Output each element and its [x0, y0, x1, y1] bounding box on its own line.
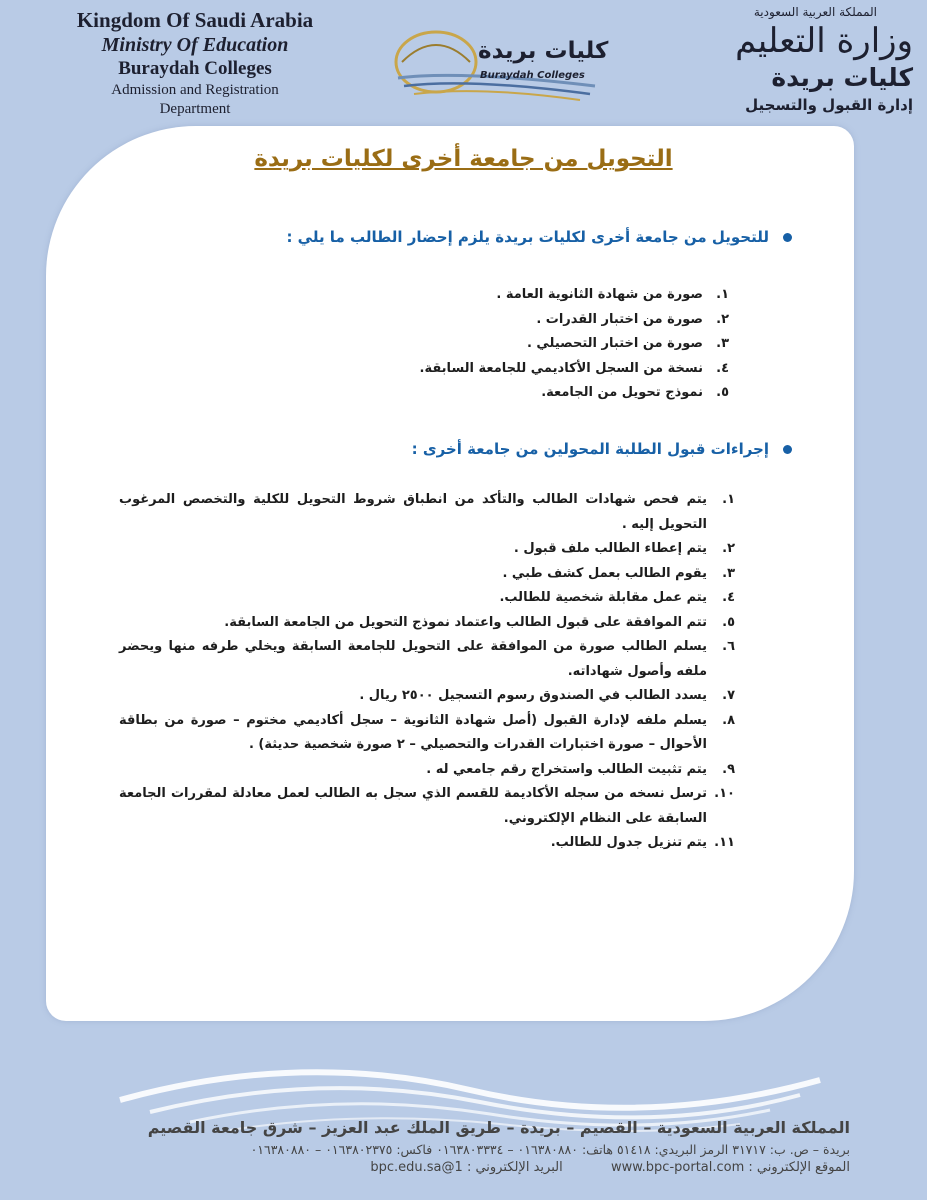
list-item: ٧. يسدد الطالب في الصندوق رسوم التسجيل ٢٥٠٠ ريال . — [359, 688, 735, 703]
list-item: ٢.صورة من اختبار القدرات . — [536, 311, 729, 327]
college-logo-icon — [390, 20, 600, 110]
footer-address: المملكة العربية السعودية – القصيم – بريدة – طريق الملك عبد العزيز – شرق جامعة القصيم — [147, 1118, 850, 1137]
list-item: ١١. يتم تنزيل جدول للطالب. — [550, 835, 735, 850]
logo-text-ar: كليات بريدة — [478, 38, 609, 64]
section-procedures-heading — [412, 440, 792, 458]
list-item: ٤. يتم عمل مقابلة شخصية للطالب. — [499, 590, 735, 605]
list-item: ١٠. ترسل نسخه من سجله الأكاديمة للقسم الذي سجل به الطالب لعمل معادلة لمقررات الجامعة السابقة على النظام الإلكتروني. — [119, 786, 735, 826]
department-name-en-1: Admission and Registration — [111, 82, 279, 98]
list-item: ٢. يتم إعطاء الطالب ملف قبول . — [513, 541, 735, 556]
department-name-ar: إدارة القبول والتسجيل — [745, 96, 913, 114]
list-item: ٦. يسلم الطالب صورة من الموافقة على التحويل للجامعة السابقة ويخلي طرفه منها ويحضر ملفه وأصول شهاداته. — [119, 639, 735, 679]
email-label: البريد الإلكتروني : — [466, 1160, 563, 1175]
department-name-en-2: Department — [159, 101, 231, 117]
website-label: الموقع الإلكتروني : — [748, 1160, 850, 1175]
list-item: ٥.نموذج تحويل من الجامعة. — [541, 385, 729, 400]
ministry-name-en: Ministry Of Education — [101, 34, 289, 56]
list-item: ٣.صورة من اختبار التحصيلي . — [526, 336, 729, 351]
section-requirements-heading — [286, 228, 792, 246]
list-item: ٣. يقوم الطالب بعمل كشف طبي . — [502, 565, 735, 581]
country-name-en: Kingdom Of Saudi Arabia — [76, 8, 314, 32]
ministry-name-ar: وزارة التعليم — [735, 21, 913, 61]
list-item: ١. يتم فحص شهادات الطالب والتأكد من انطباق شروط التحويل للكلية والتخصص المرغوب التحويل إليه . — [119, 492, 735, 532]
procedures-heading-text: إجراءات قبول الطلبة المحولين من جامعة أخرى : — [411, 440, 769, 458]
list-item: ٩. يتم تثبيت الطالب واستخراج رقم جامعي له . — [426, 761, 735, 777]
college-name-ar: كليات بريدة — [771, 63, 913, 92]
requirements-heading-text: للتحويل من جامعة أخرى لكليات بريدة يلزم إحضار الطالب ما يلي : — [286, 228, 769, 246]
footer-contact: بريدة – ص. ب: ٣١٧١٧ الرمز البريدي: ٥١٤١٨ هاتف: ٠١٦٣٨٠٨٨٠ – ٠١٦٣٨٠٣٣٣٤ فاكس: ٠١٦٣٨٠٢٣٧٥ – ٠١٦٣٨٠٨٨٠ — [250, 1142, 850, 1157]
list-item: ١.صورة من شهادة الثانوية العامة . — [496, 287, 729, 302]
page-title: التحويل من جامعة أخرى لكليات بريدة — [254, 146, 673, 172]
header-arabic — [693, 4, 913, 116]
procedures-list — [119, 488, 735, 856]
country-name-ar: المملكة العربية السعودية — [753, 5, 877, 19]
requirements-list — [309, 283, 729, 406]
bullet-icon — [783, 233, 792, 242]
list-item: ٨. يسلم ملفه لإدارة القبول (أصل شهادة الثانوية – سجل أكاديمي مختوم – صورة من بطاقة الأحوال – صورة اختبارات القدرات والتحصيلي – ٢ صورة شخصية حديثة) . — [119, 712, 735, 752]
logo-text-en: Buraydah Colleges — [480, 70, 585, 81]
website-link[interactable]: www.bpc-portal.com — [610, 1160, 745, 1175]
list-item: ٤.نسخة من السجل الأكاديمي للجامعة السابقة. — [419, 360, 729, 376]
email-link[interactable]: 1@bpc.edu.sa — [370, 1160, 463, 1175]
header-english — [40, 8, 350, 118]
bullet-icon — [783, 445, 792, 454]
list-item: ٥. تتم الموافقة على قبول الطالب واعتماد نموذج التحويل من الجامعة السابقة. — [224, 614, 735, 630]
college-name-en: Buraydah Colleges — [118, 58, 272, 79]
footer-online — [80, 1160, 850, 1175]
